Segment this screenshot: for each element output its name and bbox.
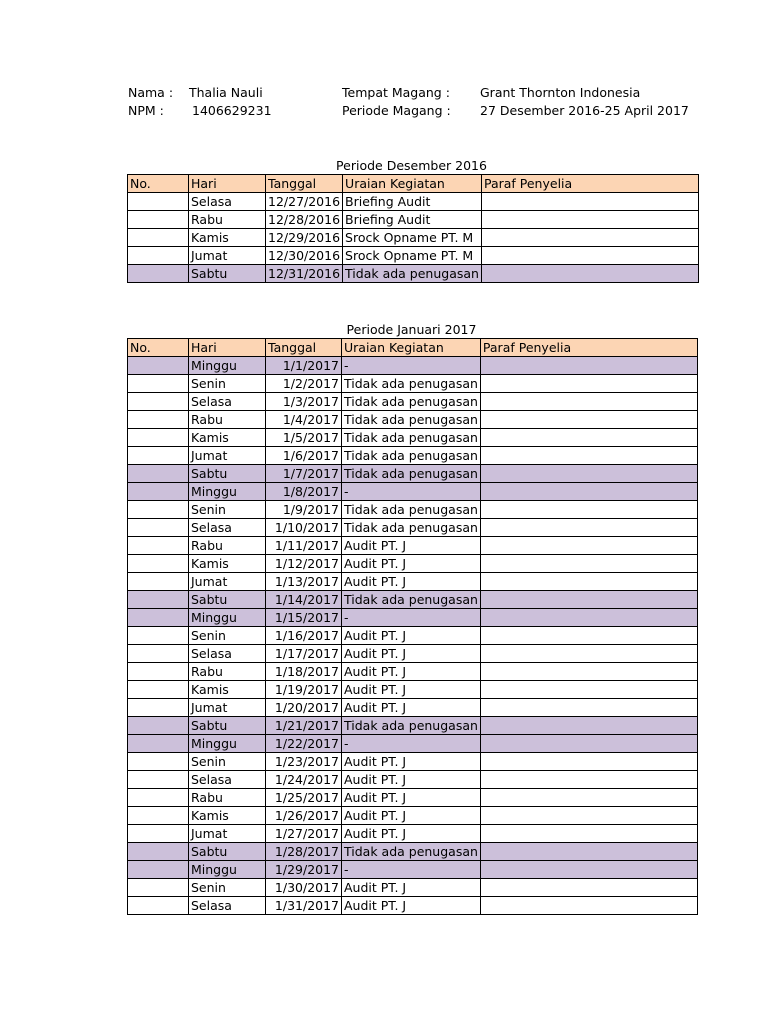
- cell-paraf: [480, 483, 697, 501]
- cell-tanggal: 1/15/2017: [266, 609, 342, 627]
- cell-uraian: Audit PT. J: [342, 645, 481, 663]
- cell-no: [128, 681, 189, 699]
- cell-paraf: [480, 357, 697, 375]
- cell-hari: Senin: [189, 375, 266, 393]
- cell-tanggal: 1/8/2017: [266, 483, 342, 501]
- table-row: [128, 519, 698, 537]
- cell-tanggal: 1/30/2017: [266, 879, 342, 897]
- col-header-paraf: Paraf Penyelia: [481, 175, 698, 193]
- cell-uraian: Tidak ada penugasan: [342, 591, 481, 609]
- table-row: [128, 627, 698, 645]
- cell-no: [128, 807, 189, 825]
- cell-tanggal: 1/27/2017: [266, 825, 342, 843]
- cell-uraian: Briefing Audit: [343, 211, 482, 229]
- table-row: [128, 265, 699, 283]
- table-row: [128, 879, 698, 897]
- cell-uraian: Tidak ada penugasan: [342, 465, 481, 483]
- cell-uraian: Tidak ada penugasan: [342, 501, 481, 519]
- cell-uraian: Tidak ada penugasan: [342, 375, 481, 393]
- cell-uraian: -: [342, 735, 481, 753]
- period-title-januari: Periode Januari 2017: [346, 322, 477, 337]
- cell-uraian: Audit PT. J: [342, 789, 481, 807]
- cell-hari: Selasa: [189, 193, 266, 211]
- cell-hari: Selasa: [189, 519, 266, 537]
- table-row: [128, 807, 698, 825]
- cell-paraf: [480, 591, 697, 609]
- cell-paraf: [481, 211, 698, 229]
- cell-tanggal: 1/21/2017: [266, 717, 342, 735]
- cell-uraian: -: [342, 357, 481, 375]
- table-row: [128, 483, 698, 501]
- cell-paraf: [480, 627, 697, 645]
- cell-no: [128, 879, 189, 897]
- cell-paraf: [480, 897, 697, 915]
- cell-paraf: [480, 447, 697, 465]
- table-row: [128, 843, 698, 861]
- cell-uraian: Audit PT. J: [342, 879, 481, 897]
- cell-no: [128, 843, 189, 861]
- cell-no: [128, 699, 189, 717]
- cell-hari: Sabtu: [189, 465, 266, 483]
- npm-value: 1406629231: [192, 103, 272, 118]
- cell-hari: Minggu: [189, 483, 266, 501]
- cell-no: [128, 519, 189, 537]
- table-row: [128, 375, 698, 393]
- col-header-paraf: Paraf Penyelia: [480, 339, 697, 357]
- periode-magang-label: Periode Magang :: [342, 103, 451, 118]
- cell-hari: Jumat: [189, 247, 266, 265]
- cell-uraian: Tidak ada penugasan: [342, 411, 481, 429]
- tempat-magang-label: Tempat Magang :: [342, 85, 450, 100]
- cell-hari: Kamis: [189, 429, 266, 447]
- cell-no: [128, 357, 189, 375]
- cell-hari: Selasa: [189, 771, 266, 789]
- cell-uraian: Audit PT. J: [342, 825, 481, 843]
- cell-no: [128, 753, 189, 771]
- cell-uraian: -: [342, 861, 481, 879]
- cell-uraian: Srock Opname PT. M: [343, 247, 482, 265]
- cell-tanggal: 1/6/2017: [266, 447, 342, 465]
- cell-paraf: [480, 375, 697, 393]
- cell-no: [128, 555, 189, 573]
- col-header-tanggal: Tanggal: [266, 175, 343, 193]
- nama-value: Thalia Nauli: [189, 85, 263, 100]
- cell-tanggal: 1/24/2017: [266, 771, 342, 789]
- cell-hari: Minggu: [189, 357, 266, 375]
- cell-tanggal: 1/12/2017: [266, 555, 342, 573]
- cell-hari: Minggu: [189, 735, 266, 753]
- cell-paraf: [480, 771, 697, 789]
- cell-hari: Rabu: [189, 663, 266, 681]
- cell-paraf: [480, 807, 697, 825]
- cell-paraf: [481, 229, 698, 247]
- cell-no: [128, 717, 189, 735]
- cell-hari: Selasa: [189, 897, 266, 915]
- cell-no: [128, 789, 189, 807]
- npm-label: NPM :: [128, 103, 164, 118]
- table-desember-2016: [127, 174, 699, 283]
- cell-paraf: [480, 861, 697, 879]
- cell-hari: Kamis: [189, 555, 266, 573]
- cell-uraian: Audit PT. J: [342, 627, 481, 645]
- cell-uraian: Audit PT. J: [342, 537, 481, 555]
- cell-no: [128, 663, 189, 681]
- cell-hari: Senin: [189, 879, 266, 897]
- cell-hari: Minggu: [189, 861, 266, 879]
- cell-uraian: Audit PT. J: [342, 555, 481, 573]
- table-row: [128, 897, 698, 915]
- cell-hari: Rabu: [189, 411, 266, 429]
- cell-uraian: Tidak ada penugasan: [342, 393, 481, 411]
- table-row: [128, 771, 698, 789]
- table-row: [128, 465, 698, 483]
- periode-magang-value: 27 Desember 2016-25 April 2017: [480, 103, 689, 118]
- cell-uraian: Audit PT. J: [342, 699, 481, 717]
- cell-tanggal: 1/4/2017: [266, 411, 342, 429]
- cell-tanggal: 1/17/2017: [266, 645, 342, 663]
- cell-no: [128, 247, 189, 265]
- cell-no: [128, 645, 189, 663]
- table-row: [128, 663, 698, 681]
- cell-paraf: [480, 663, 697, 681]
- table-row: [128, 789, 698, 807]
- table-row: [128, 825, 698, 843]
- cell-tanggal: 1/5/2017: [266, 429, 342, 447]
- col-header-uraian: Uraian Kegiatan: [342, 339, 481, 357]
- cell-paraf: [480, 645, 697, 663]
- cell-tanggal: 1/22/2017: [266, 735, 342, 753]
- cell-no: [128, 573, 189, 591]
- cell-paraf: [480, 393, 697, 411]
- table-row: [128, 211, 699, 229]
- cell-uraian: Briefing Audit: [343, 193, 482, 211]
- tempat-magang-value: Grant Thornton Indonesia: [480, 85, 641, 100]
- cell-uraian: -: [342, 609, 481, 627]
- table-row: [128, 357, 698, 375]
- cell-hari: Senin: [189, 753, 266, 771]
- table-row: [128, 447, 698, 465]
- cell-uraian: Audit PT. J: [342, 753, 481, 771]
- cell-uraian: -: [342, 483, 481, 501]
- cell-hari: Sabtu: [189, 591, 266, 609]
- cell-hari: Kamis: [189, 807, 266, 825]
- cell-no: [128, 825, 189, 843]
- cell-paraf: [480, 609, 697, 627]
- cell-no: [128, 265, 189, 283]
- table-body-desember: [128, 193, 699, 283]
- cell-no: [128, 393, 189, 411]
- col-header-tanggal: Tanggal: [266, 339, 342, 357]
- cell-no: [128, 735, 189, 753]
- cell-no: [128, 429, 189, 447]
- cell-paraf: [480, 537, 697, 555]
- cell-paraf: [480, 519, 697, 537]
- cell-no: [128, 483, 189, 501]
- cell-uraian: Srock Opname PT. M: [343, 229, 482, 247]
- cell-tanggal: 1/9/2017: [266, 501, 342, 519]
- cell-uraian: Audit PT. J: [342, 681, 481, 699]
- table-row: [128, 537, 698, 555]
- cell-paraf: [480, 717, 697, 735]
- cell-paraf: [481, 247, 698, 265]
- cell-hari: Minggu: [189, 609, 266, 627]
- cell-tanggal: 1/28/2017: [266, 843, 342, 861]
- cell-paraf: [480, 411, 697, 429]
- table-row: [128, 501, 698, 519]
- cell-tanggal: 12/28/2016: [266, 211, 343, 229]
- table-row: [128, 753, 698, 771]
- table-body-januari: [128, 357, 698, 915]
- cell-hari: Selasa: [189, 393, 266, 411]
- cell-hari: Jumat: [189, 825, 266, 843]
- cell-hari: Jumat: [189, 699, 266, 717]
- table-row: [128, 573, 698, 591]
- cell-uraian: Tidak ada penugasan: [342, 843, 481, 861]
- cell-uraian: Audit PT. J: [342, 663, 481, 681]
- cell-no: [128, 591, 189, 609]
- cell-tanggal: 1/3/2017: [266, 393, 342, 411]
- cell-paraf: [480, 681, 697, 699]
- col-header-uraian: Uraian Kegiatan: [343, 175, 482, 193]
- table-row: [128, 681, 698, 699]
- cell-tanggal: 12/31/2016: [266, 265, 343, 283]
- cell-hari: Sabtu: [189, 843, 266, 861]
- cell-hari: Rabu: [189, 789, 266, 807]
- table-header-row: [128, 339, 698, 357]
- cell-no: [128, 211, 189, 229]
- cell-paraf: [480, 555, 697, 573]
- cell-tanggal: 1/23/2017: [266, 753, 342, 771]
- table-row: [128, 229, 699, 247]
- cell-hari: Jumat: [189, 447, 266, 465]
- cell-tanggal: 1/10/2017: [266, 519, 342, 537]
- cell-uraian: Tidak ada penugasan: [342, 717, 481, 735]
- cell-paraf: [480, 879, 697, 897]
- cell-paraf: [481, 265, 698, 283]
- cell-tanggal: 1/26/2017: [266, 807, 342, 825]
- cell-no: [128, 229, 189, 247]
- cell-hari: Jumat: [189, 573, 266, 591]
- table-row: [128, 555, 698, 573]
- cell-hari: Selasa: [189, 645, 266, 663]
- cell-paraf: [480, 789, 697, 807]
- table-row: [128, 591, 698, 609]
- table-row: [128, 717, 698, 735]
- cell-tanggal: 12/29/2016: [266, 229, 343, 247]
- cell-no: [128, 447, 189, 465]
- table-row: [128, 735, 698, 753]
- cell-no: [128, 501, 189, 519]
- cell-paraf: [480, 735, 697, 753]
- cell-hari: Kamis: [189, 229, 266, 247]
- cell-hari: Rabu: [189, 211, 266, 229]
- cell-uraian: Tidak ada penugasan: [342, 447, 481, 465]
- table-row: [128, 861, 698, 879]
- cell-tanggal: 1/13/2017: [266, 573, 342, 591]
- cell-hari: Senin: [189, 501, 266, 519]
- cell-tanggal: 1/7/2017: [266, 465, 342, 483]
- table-row: [128, 393, 698, 411]
- cell-no: [128, 897, 189, 915]
- cell-no: [128, 465, 189, 483]
- cell-paraf: [481, 193, 698, 211]
- nama-label: Nama :: [128, 85, 174, 100]
- cell-paraf: [480, 573, 697, 591]
- cell-tanggal: 1/14/2017: [266, 591, 342, 609]
- table-januari-2017: [127, 338, 698, 915]
- cell-uraian: Audit PT. J: [342, 807, 481, 825]
- col-header-hari: Hari: [189, 175, 266, 193]
- col-header-hari: Hari: [189, 339, 266, 357]
- cell-uraian: Audit PT. J: [342, 771, 481, 789]
- table-row: [128, 411, 698, 429]
- cell-paraf: [480, 753, 697, 771]
- cell-hari: Rabu: [189, 537, 266, 555]
- cell-no: [128, 771, 189, 789]
- cell-tanggal: 1/16/2017: [266, 627, 342, 645]
- cell-tanggal: 1/29/2017: [266, 861, 342, 879]
- cell-no: [128, 411, 189, 429]
- cell-paraf: [480, 825, 697, 843]
- col-header-no: No.: [128, 175, 189, 193]
- cell-no: [128, 537, 189, 555]
- col-header-no: No.: [128, 339, 189, 357]
- cell-paraf: [480, 843, 697, 861]
- cell-hari: Kamis: [189, 681, 266, 699]
- cell-paraf: [480, 429, 697, 447]
- cell-paraf: [480, 501, 697, 519]
- cell-tanggal: 1/2/2017: [266, 375, 342, 393]
- cell-uraian: Audit PT. J: [342, 573, 481, 591]
- cell-uraian: Tidak ada penugasan: [343, 265, 482, 283]
- cell-uraian: Tidak ada penugasan: [342, 519, 481, 537]
- period-title-desember: Periode Desember 2016: [336, 158, 487, 173]
- cell-hari: Sabtu: [189, 265, 266, 283]
- cell-tanggal: 1/19/2017: [266, 681, 342, 699]
- cell-uraian: Audit PT. J: [342, 897, 481, 915]
- cell-hari: Senin: [189, 627, 266, 645]
- cell-no: [128, 193, 189, 211]
- cell-no: [128, 609, 189, 627]
- cell-hari: Sabtu: [189, 717, 266, 735]
- cell-tanggal: 1/1/2017: [266, 357, 342, 375]
- cell-tanggal: 12/30/2016: [266, 247, 343, 265]
- cell-tanggal: 1/25/2017: [266, 789, 342, 807]
- table-row: [128, 645, 698, 663]
- cell-paraf: [480, 699, 697, 717]
- table-row: [128, 609, 698, 627]
- cell-no: [128, 861, 189, 879]
- cell-tanggal: 1/11/2017: [266, 537, 342, 555]
- cell-uraian: Tidak ada penugasan: [342, 429, 481, 447]
- cell-tanggal: 1/18/2017: [266, 663, 342, 681]
- table-header-row: [128, 175, 699, 193]
- cell-no: [128, 627, 189, 645]
- cell-tanggal: 12/27/2016: [266, 193, 343, 211]
- table-row: [128, 247, 699, 265]
- cell-paraf: [480, 465, 697, 483]
- table-row: [128, 193, 699, 211]
- cell-tanggal: 1/31/2017: [266, 897, 342, 915]
- cell-tanggal: 1/20/2017: [266, 699, 342, 717]
- table-row: [128, 699, 698, 717]
- cell-no: [128, 375, 189, 393]
- table-row: [128, 429, 698, 447]
